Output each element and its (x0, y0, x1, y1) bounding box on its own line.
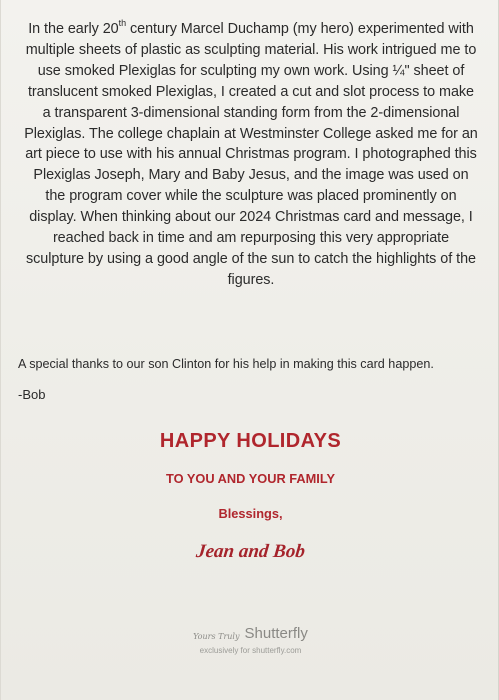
thanks-note: A special thanks to our son Clinton for his help in making this card happen. (18, 357, 434, 371)
signoff: -Bob (18, 387, 46, 402)
greeting-subline: TO YOU AND YOUR FAMILY (166, 471, 335, 486)
brand-tagline: exclusively for shutterfly.com (199, 646, 302, 655)
brand-script-logo: Yours Truly (193, 632, 240, 641)
statement-text-start: In the early 20 (28, 21, 119, 37)
brand-footer (1, 625, 499, 656)
artist-statement (23, 19, 479, 291)
brand-logo: Shutterfly (244, 625, 308, 642)
statement-text-rest: century Marcel Duchamp (my hero) experimented with multiple sheets of plastic as sculpting material. His work intrigued me to use smoked Plexiglas for sculpting my own work. Using ¼" sheet of translucent smoked Plexiglas, I created a cut and slot process to make a transparent 3-dimensional standing form from the 2-dimensional Plexiglas. The college chaplain at Westminster College asked me for an art piece to use with his annual Christmas program. I photographed this Plexiglas Joseph, Mary and Baby Jesus, and the image was used on the program cover while the sculpture was placed prominently on display. When thinking about our 2024 Christmas card and message, I reached back in time and am repurposing this very appropriate sculpture by using a good angle of the sun to catch the highlights of the figures. (24, 21, 478, 288)
ordinal-suffix: th (118, 18, 127, 29)
signature-names: Jean and Bob (195, 541, 307, 562)
greeting-headline: HAPPY HOLIDAYS (159, 430, 342, 452)
blessing-line: Blessings, (218, 506, 283, 521)
brand-row (193, 625, 308, 642)
